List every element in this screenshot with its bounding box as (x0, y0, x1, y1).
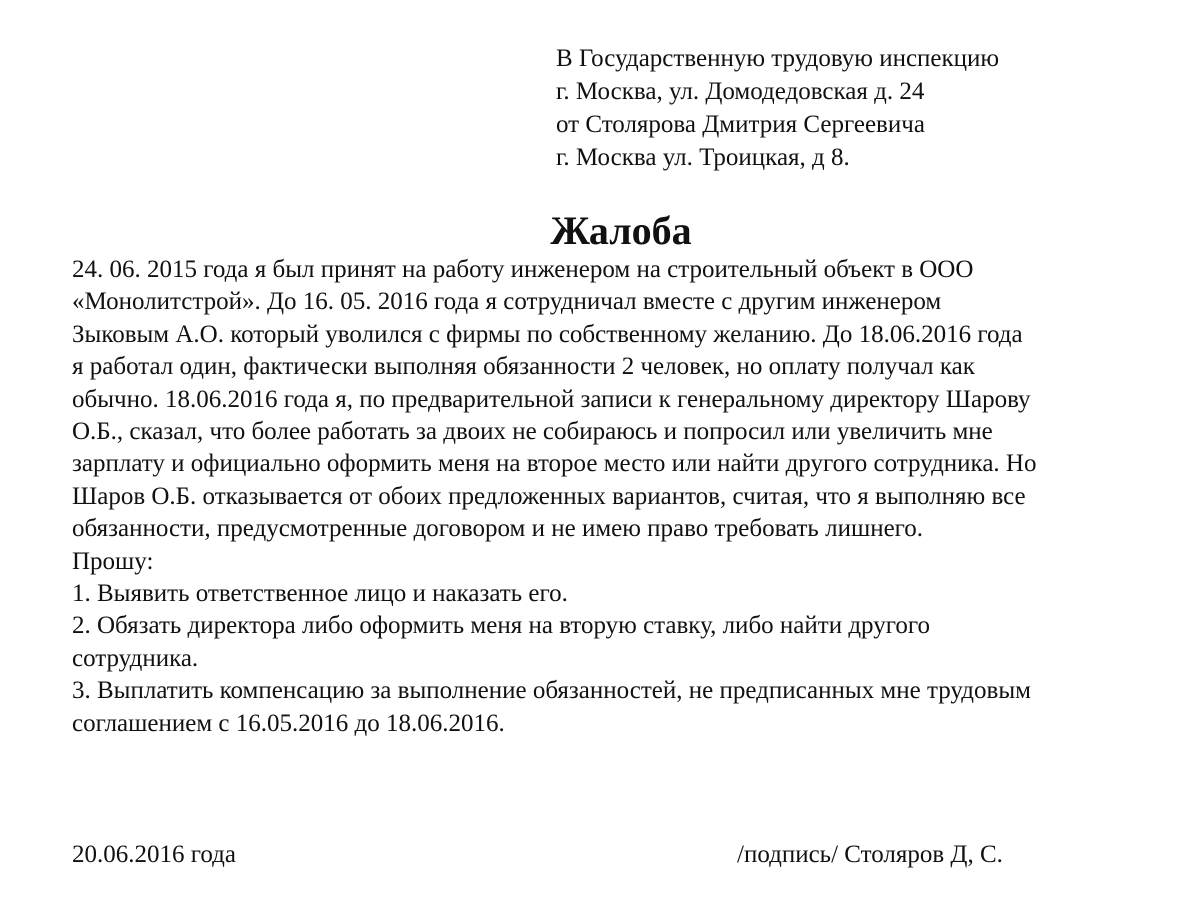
request-item-2: 2. Обязать директора либо оформить меня на вторую ставку, либо найти другого (72, 612, 930, 640)
body-line: «Монолитстрой». До 16. 05. 2016 года я сотрудничал вместе с другим инженером (72, 288, 942, 316)
addressee-block (556, 42, 999, 174)
addressee-sender: от Столярова Дмитрия Сергеевича (556, 111, 925, 138)
body-line: зарплату и официально оформить меня на второе место или найти другого сотрудника. Но (72, 450, 1037, 478)
body-line: я работал один, фактически выполняя обязанности 2 человек, но оплату получал как (72, 353, 975, 381)
signature-line: /подпись/ Столяров Д, С. (737, 841, 1003, 868)
request-heading: Прошу: (72, 547, 154, 575)
complaint-body (72, 254, 1036, 740)
request-item-3-cont: соглашением с 16.05.2016 до 18.06.2016. (72, 709, 505, 737)
body-line: обычно. 18.06.2016 года я, по предварительной записи к генеральному директору Шарову (72, 385, 1031, 413)
document-title: Жалоба (550, 208, 692, 253)
addressee-recipient-address: г. Москва, ул. Домодедовская д. 24 (556, 78, 925, 105)
body-line: обязанности, предусмотренные договором и не имею право требовать лишнего. (72, 515, 924, 543)
body-line: Зыковым А.О. который уволился с фирмы по собственному желанию. До 18.06.2016 года (72, 320, 1023, 348)
body-line: Шаров О.Б. отказывается от обоих предложенных вариантов, считая, что я выполняю все (72, 482, 1026, 510)
request-item-2-cont: сотрудника. (72, 644, 199, 672)
body-line: 24. 06. 2015 года я был принят на работу инженером на строительный объект в ООО (72, 256, 974, 283)
document-date: 20.06.2016 года (72, 841, 236, 868)
request-item-1: 1. Выявить ответственное лицо и наказать его. (72, 580, 568, 608)
body-line: О.Б., сказал, что более работать за двоих не собираюсь и попросил или увеличить мне (72, 418, 993, 446)
request-item-3: 3. Выплатить компенсацию за выполнение обязанностей, не предписанных мне трудовым (72, 677, 1031, 705)
addressee-recipient: В Государственную трудовую инспекцию (556, 45, 1000, 72)
addressee-sender-address: г. Москва ул. Троицкая, д 8. (556, 144, 850, 171)
